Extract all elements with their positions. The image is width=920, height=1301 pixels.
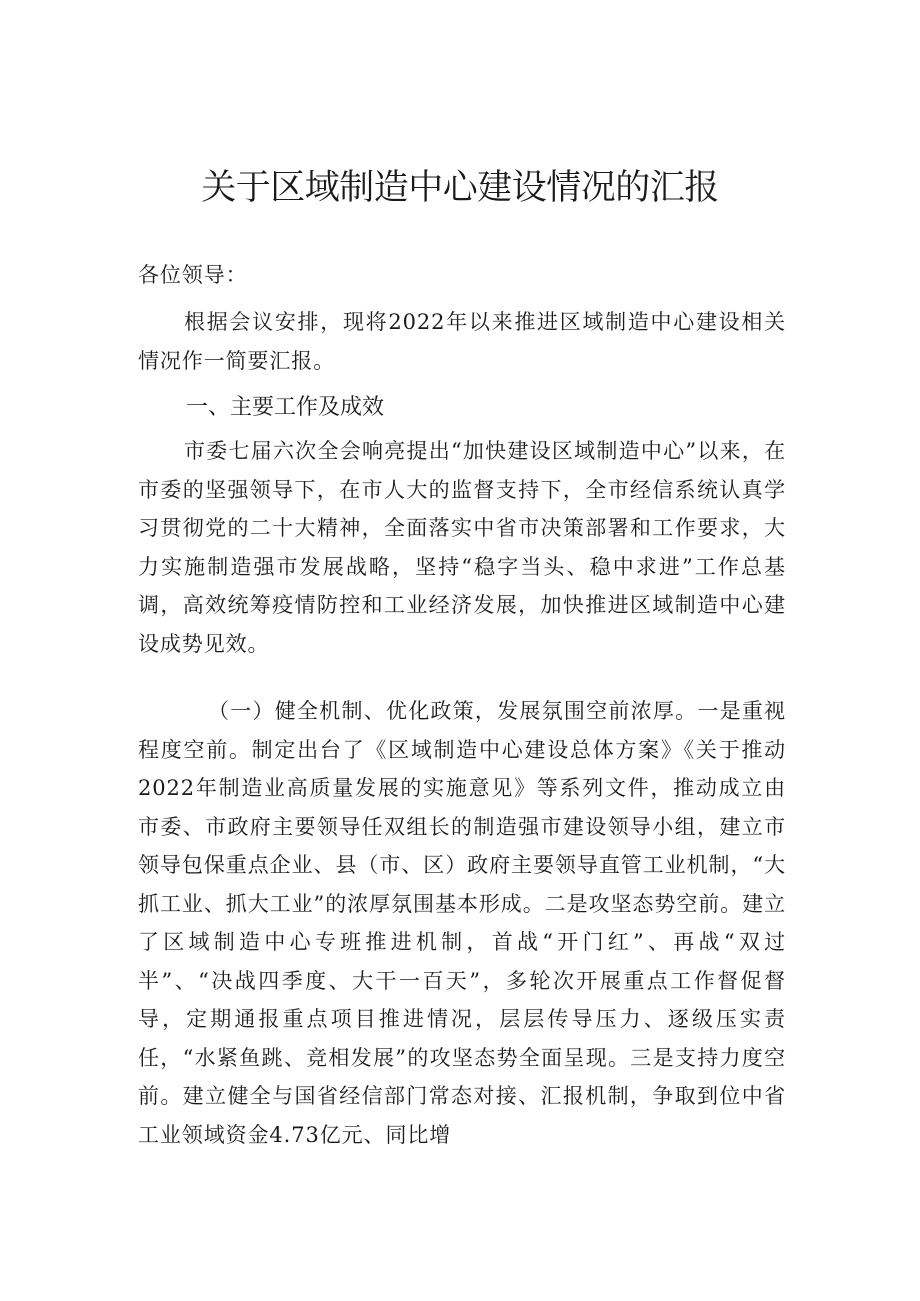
salutation: 各位领导： (138, 263, 248, 287)
section-heading: 一、主要工作及成效 (186, 395, 385, 420)
body-paragraph-1: 市委七届六次全会响亮提出“加快建设区域制造中心”以来，在市委的坚强领导下，在市人大的监督支持下，全市经信系统认真学习贯彻党的二十大精神，全面落实中省市决策部署和工作要求，大力实施制造强市发展战略，坚持“稳字当头、稳中求进”工作总基调，高效统筹疫情防控和工业经济发展，加快推进区域制造中心建设成势见效。 (138, 439, 786, 656)
document-title: 关于区域制造中心建设情况的汇报 (201, 168, 719, 208)
body-paragraph-2: （一）健全机制、优化政策，发展氛围空前浓厚。一是重视程度空前。制定出台了《区域制造中心建设总体方案》《关于推动2022年制造业高质量发展的实施意见》等系列文件，推动成立由市委、市政府主要领导任双组长的制造强市建设领导小组，建立市领导包保重点企业、县（市、区）政府主要领导直管工业机制，“大抓工业、抓大工业”的浓厚氛围基本形成。二是攻坚态势空前。建立了区域制造中心专班推进机制，首战“开门红”、再战“双过半”、“决战四季度、大干一百天”，多轮次开展重点工作督促督导，定期通报重点项目推进情况，层层传导压力、逐级压实责任，“水紧鱼跳、竞相发展”的攻坚态势全面呈现。三是支持力度空前。建立健全与国省经信部门常态对接、汇报机制，争取到位中省工业领域资金4.73亿元、同比增 (138, 699, 786, 1147)
intro-paragraph: 根据会议安排，现将2022年以来推进区域制造中心建设相关情况作一简要汇报。 (138, 310, 786, 373)
